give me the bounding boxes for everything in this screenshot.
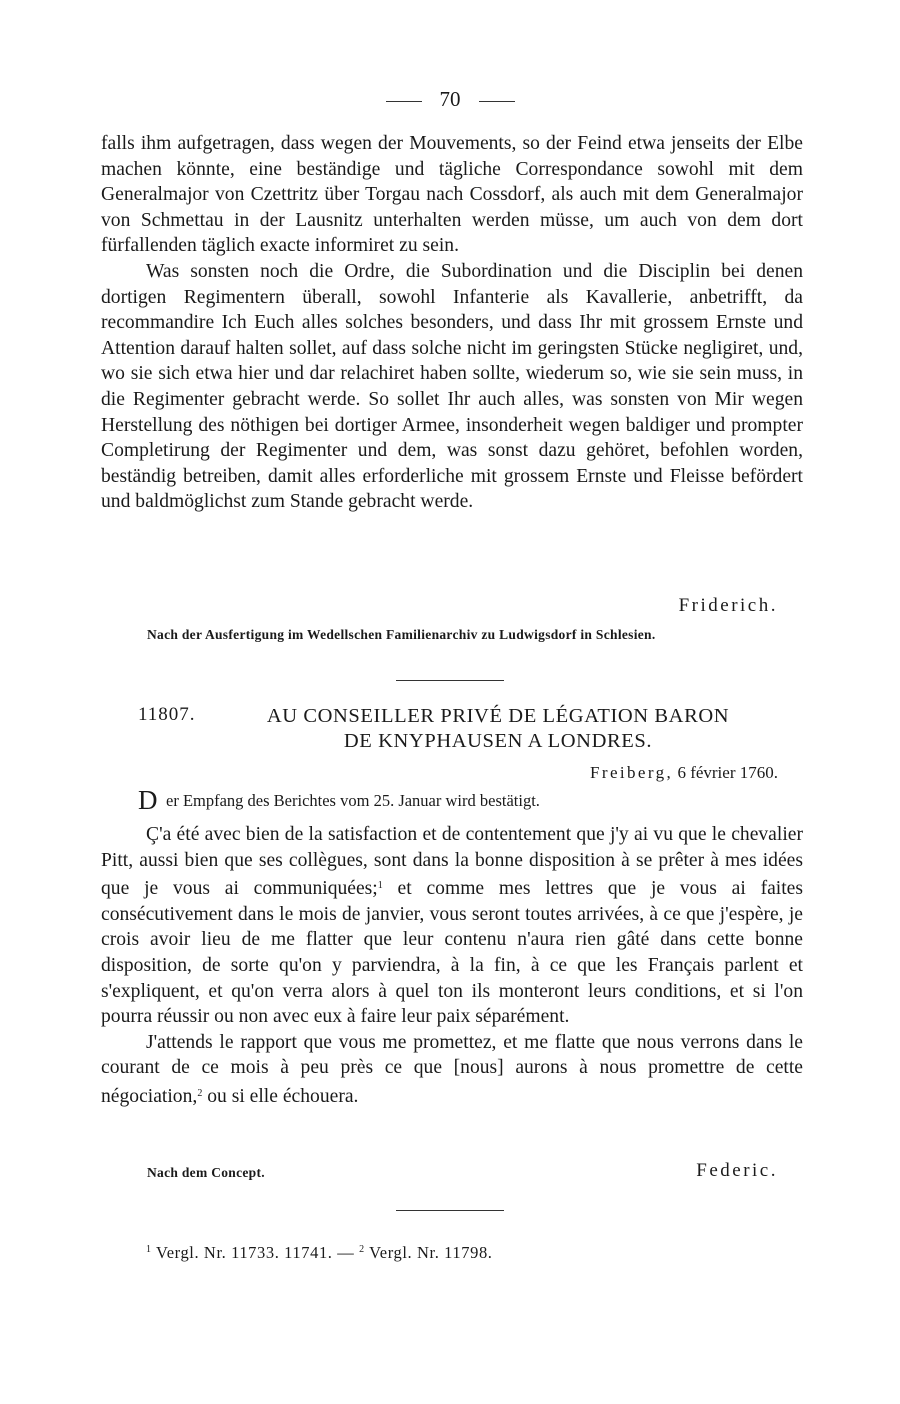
- left-dash: [386, 101, 422, 102]
- para2-text-b: ou si elle échouera.: [202, 1085, 359, 1107]
- summary-text: er Empfang des Berichtes vom 25. Januar wird bestätigt.: [166, 791, 540, 810]
- footnote-mark-1: 1: [146, 1244, 152, 1255]
- footnotes: [146, 1243, 493, 1263]
- section2-text: [101, 822, 803, 1110]
- heading-line-2: DE KNYPHAUSEN A LONDRES.: [343, 730, 653, 752]
- signature-friderich: Friderich.: [678, 595, 778, 616]
- footnote-ref-2: 2: [197, 1087, 203, 1099]
- footnote-ref-1: 1: [377, 880, 383, 892]
- section1-paragraph-1: falls ihm aufgetragen, dass wegen der Mouvements, so der Feind etwa jenseits der Elbe machen könnte, eine beständige und tägliche Correspondance sowohl mit dem Generalmajor von Czettritz über Torgau nach Cossdorf, als auch mit dem Generalmajor von Schmettau in der Lausnitz unterhalten werden müsse, um auch von dem dort fürfallenden täglich exacte informiret zu sein.: [101, 133, 803, 257]
- date-place: Freiberg,: [590, 763, 674, 782]
- right-dash: [479, 101, 515, 102]
- section2-paragraph-2: [101, 1030, 803, 1110]
- footnote-mark-2: 2: [359, 1244, 365, 1255]
- section2-paragraph-1: [101, 822, 803, 1030]
- heading-line-1: AU CONSEILLER PRIVÉ DE LÉGATION BARON: [266, 705, 730, 727]
- section1-text: [101, 131, 803, 515]
- source-note-2: Nach dem Concept.: [147, 1165, 265, 1180]
- summary-line: [138, 785, 540, 815]
- footnote-text-2: Vergl. Nr. 11798.: [364, 1243, 493, 1262]
- para1-text-a: Ç'a été avec bien de la satisfaction et de contentement que j'y ai vu que le chevalier Pitt, aussi bien que ses collègues, sont dans la bonne disposition à se prêter à mes idées que je vous ai communiquées;: [101, 824, 803, 900]
- section-divider: [396, 680, 504, 681]
- date: 6 février 1760.: [677, 763, 778, 782]
- dateline: [590, 763, 778, 783]
- footnote-text-1: Vergl. Nr. 11733. 11741. —: [151, 1243, 360, 1262]
- signature-federic: Federic.: [696, 1160, 778, 1181]
- page-number: 70: [439, 87, 461, 111]
- section1-paragraph-2: Was sonsten noch die Ordre, die Subordination und die Disciplin bei denen dortigen Regimentern überall, sowohl Infanterie als Kavallerie, anbetrifft, da recommandire Ich Euch alles solches besonders, und dass Ihr mit grossem Ernste und Attention darauf halten sollet, auf dass solche nicht im geringsten Stücke negligiret, und, wo sie sich etwa hier und dar relachiret haben sollte, wiederum so, wie sie sein muss, in die Regimenter gebracht werde. So sollet Ihr auch alles, was sonsten von Mir wegen Herstellung des nöthigen bei dortiger Armee, insonderheit wegen baldiger und prompter Completirung der Regimenter und dem, was sonst dazu gehöret, befohlen worden, beständig betreiben, damit alles erforderliche mit grossem Ernste und Fleisse befördert und baldmöglichst zum Stande gebracht werde.: [101, 260, 803, 513]
- footnote-divider: [396, 1210, 504, 1211]
- document-number: 11807.: [138, 704, 196, 725]
- page-number-line: [0, 86, 900, 112]
- para1-text-b: et comme mes lettres que je vous ai faites consécutivement dans le mois de janvier, vous seront toutes arrivées, à ce que j'espère, je crois avoir lieu de me flatter que leur contenu n'aura rien gâté dans cette bonne disposition, de sorte qu'on y parviendra, à la fin, à ce que les Français parlent et s'expliquent, et qu'on verra alors à quel ton ils monteront leurs conditions, et si l'on pourra réussir ou non avec eux à faire leur paix séparément.: [101, 878, 804, 1028]
- source-note-1: Nach der Ausfertigung im Wedellschen Familienarchiv zu Ludwigsdorf in Schlesien.: [147, 627, 656, 642]
- para2-text-a: J'attends le rapport que vous me promettez, et me flatte que nous verrons dans le courant de ce mois à peu près ce que [nous] aurons à nous promettre de cette négociation,: [101, 1031, 803, 1107]
- summary-initial: D: [138, 785, 158, 815]
- document-heading: [222, 704, 774, 754]
